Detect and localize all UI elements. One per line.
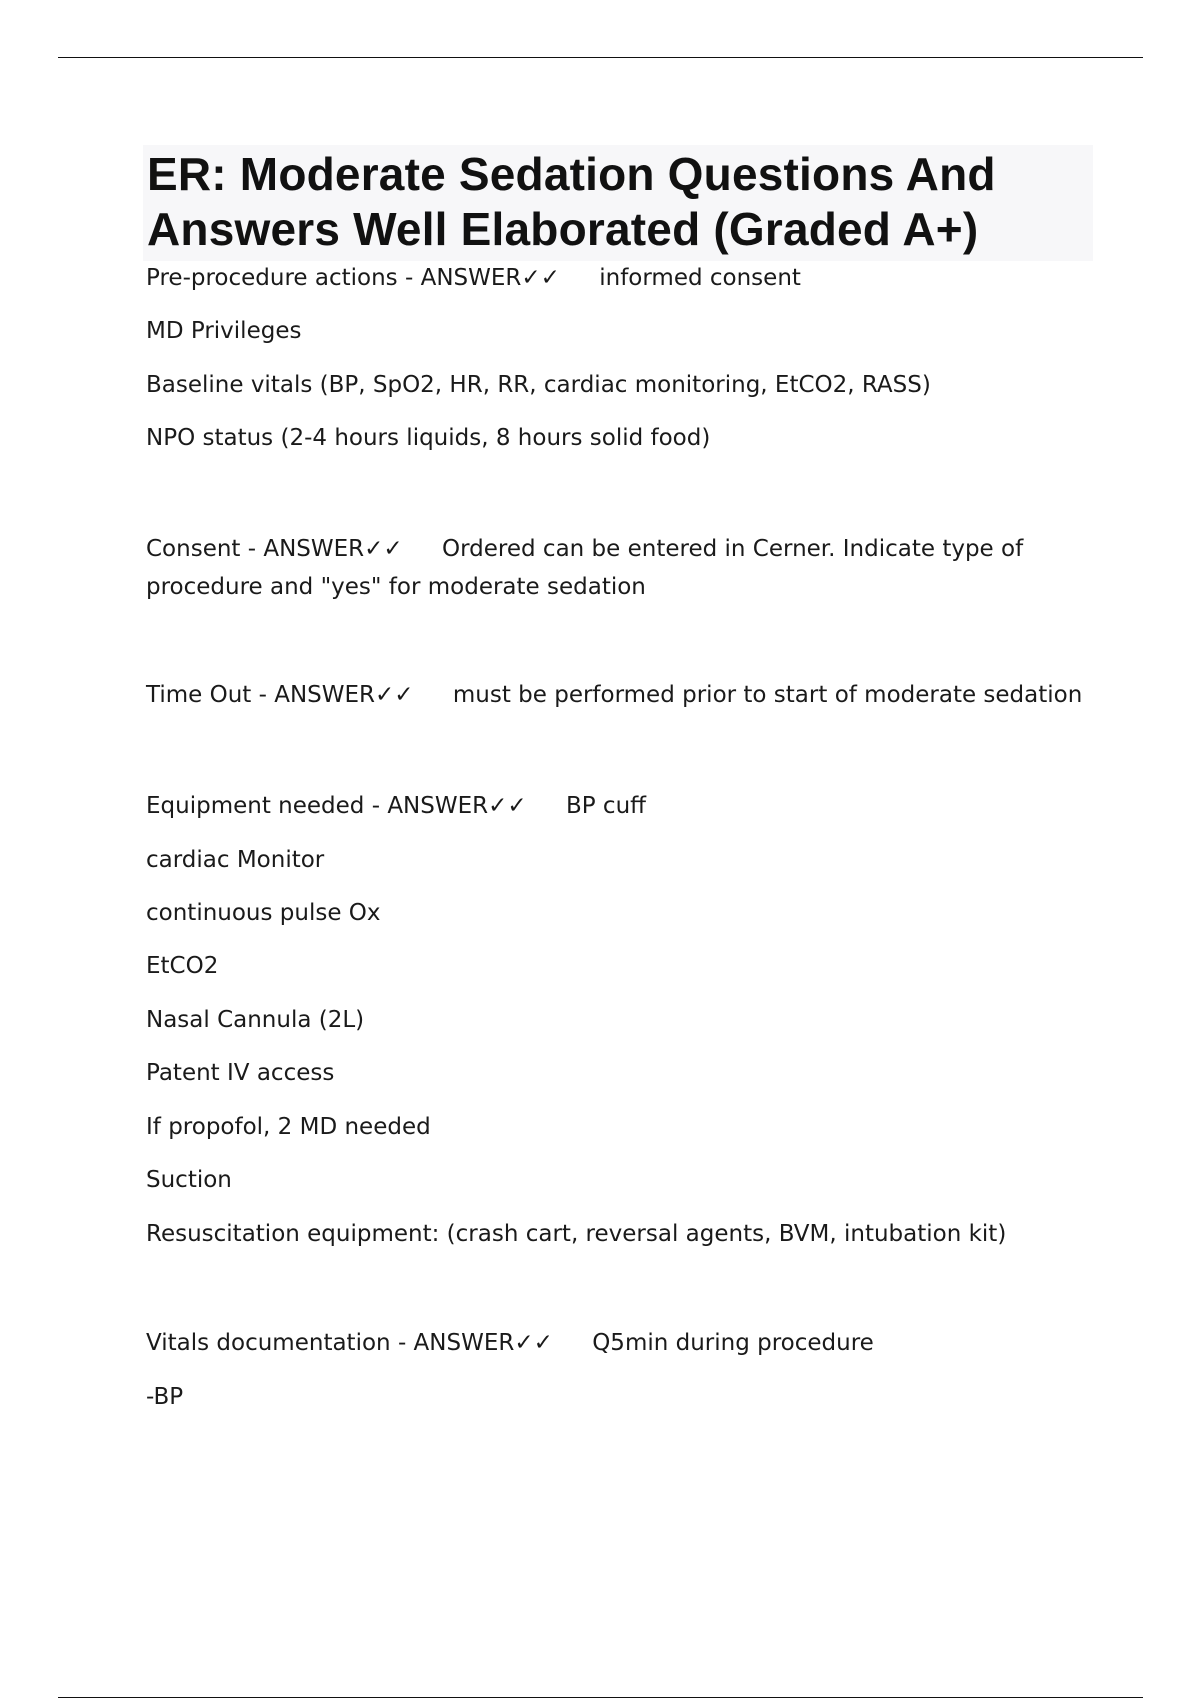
- bottom-rule: [58, 1697, 1143, 1698]
- answer-text: informed consent: [599, 265, 801, 291]
- answer-text: Q5min during procedure: [592, 1330, 874, 1356]
- answer-line: Suction: [146, 1167, 232, 1193]
- qa-row-vitals: [146, 1328, 874, 1358]
- answer-line: Nasal Cannula (2L): [146, 1007, 365, 1033]
- answer-marker: - ANSWER✓✓: [258, 682, 414, 708]
- qa-row-consent: [146, 530, 1046, 606]
- title-block: [143, 145, 1093, 261]
- question-label: Equipment needed: [146, 793, 365, 819]
- answer-line: -BP: [146, 1384, 184, 1410]
- answer-text: must be performed prior to start of moderate sedation: [452, 682, 1083, 708]
- qa-row-equipment: [146, 791, 646, 821]
- answer-marker: - ANSWER✓✓: [371, 793, 527, 819]
- answer-text: Ordered can be entered in Cerner. Indicate type of procedure and "yes" for moderate sedation: [146, 536, 1024, 600]
- question-label: Consent: [146, 536, 241, 562]
- answer-marker: - ANSWER✓✓: [404, 265, 560, 291]
- qa-row-time-out: [146, 680, 1082, 710]
- question-label: Vitals documentation: [146, 1330, 391, 1356]
- answer-line: Baseline vitals (BP, SpO2, HR, RR, cardiac monitoring, EtCO2, RASS): [146, 372, 931, 398]
- question-label: Pre-procedure actions: [146, 265, 398, 291]
- answer-line: continuous pulse Ox: [146, 900, 381, 926]
- answer-line: MD Privileges: [146, 318, 302, 344]
- answer-line: Resuscitation equipment: (crash cart, reversal agents, BVM, intubation kit): [146, 1221, 1007, 1247]
- answer-marker: - ANSWER✓✓: [397, 1330, 553, 1356]
- qa-row-pre-procedure: [146, 263, 801, 293]
- document-title: ER: Moderate Sedation Questions And Answers Well Elaborated (Graded A+): [147, 148, 996, 255]
- answer-line: EtCO2: [146, 953, 219, 979]
- answer-marker: - ANSWER✓✓: [247, 536, 403, 562]
- answer-line: NPO status (2-4 hours liquids, 8 hours solid food): [146, 425, 711, 451]
- answer-line: Patent IV access: [146, 1060, 335, 1086]
- answer-line: If propofol, 2 MD needed: [146, 1114, 431, 1140]
- question-label: Time Out: [146, 682, 252, 708]
- top-rule: [58, 57, 1143, 58]
- answer-text: BP cuff: [565, 793, 646, 819]
- answer-line: cardiac Monitor: [146, 847, 325, 873]
